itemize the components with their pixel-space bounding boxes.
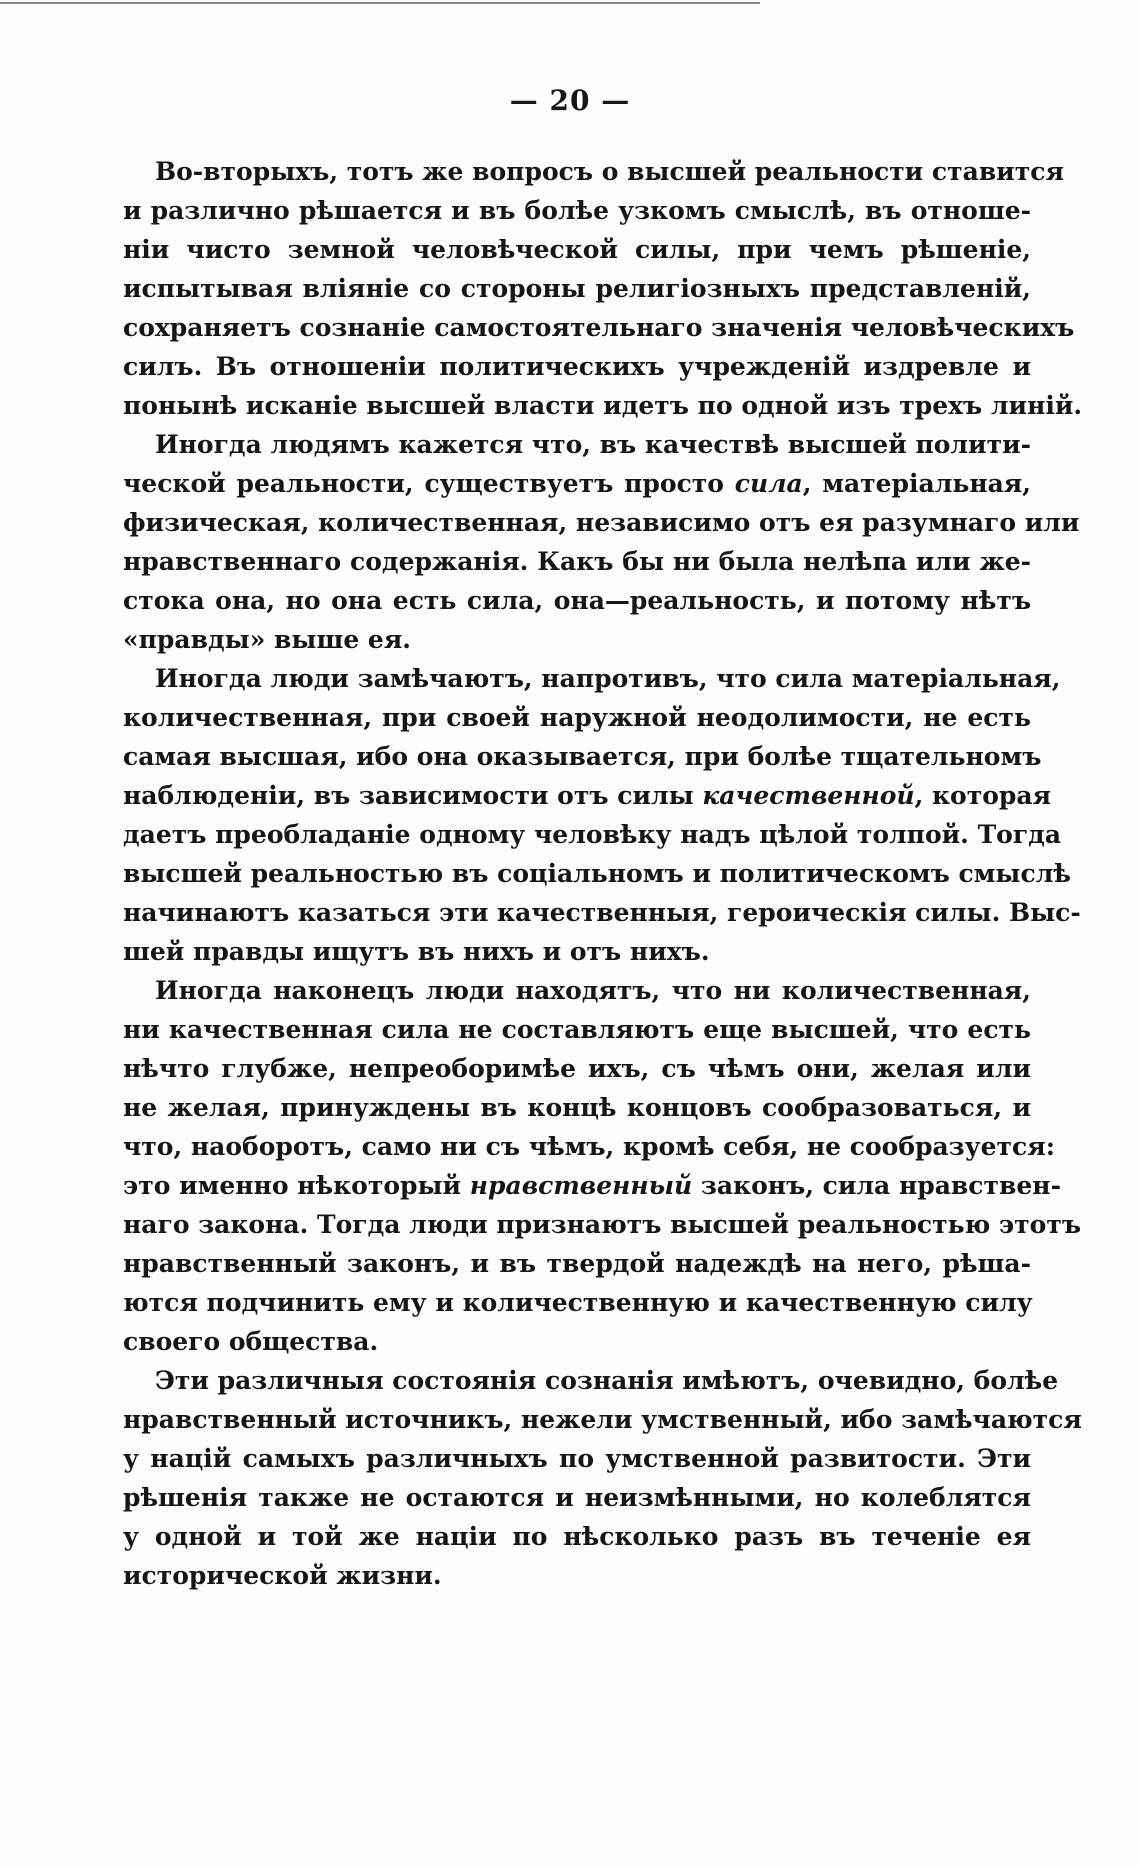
text-line: Эти различныя состоянія сознанія имѣютъ, очевидно, болѣе: [155, 1366, 1059, 1395]
paragraph: [123, 425, 1080, 659]
text-segment: ческой реальности, существуетъ просто: [123, 469, 735, 498]
text-line: и различно рѣшается и въ болѣе узкомъ смыслѣ, въ отноше-: [123, 196, 1031, 225]
emphasized-word: сила: [734, 469, 803, 498]
text-line: силъ. Въ отношеніи политическихъ учрежденій издревле и: [123, 352, 1031, 381]
text-line: самая высшая, ибо она оказывается, при болѣе тщательномъ: [123, 742, 1042, 771]
emphasized-word: качественной: [702, 781, 915, 810]
text-line: [123, 464, 1031, 503]
text-line: рѣшенія также не остаются и неизмѣнными, но колеблятся: [123, 1483, 1031, 1512]
page-number: — 20 —: [509, 84, 631, 117]
text-line: ются подчинить ему и количественную и качественную силу: [123, 1288, 1033, 1317]
paragraph: [123, 152, 1083, 425]
text-line: Во-вторыхъ, тотъ же вопросъ о высшей реальности ставится: [155, 157, 1064, 186]
text-line: наго закона. Тогда люди признаютъ высшей реальностью этотъ: [123, 1210, 1081, 1239]
text-segment: , матеріальная,: [802, 469, 1031, 498]
text-line: что, наоборотъ, само ни съ чѣмъ, кромѣ себя, не сообразуется:: [123, 1132, 1055, 1161]
text-segment: , которая: [914, 781, 1052, 810]
text-line: «правды» выше ея.: [123, 625, 412, 654]
text-line: нѣчто глубже, непреоборимѣе ихъ, съ чѣмъ они, желая или: [123, 1054, 1031, 1083]
text-line: физическая, количественная, независимо отъ ея разумнаго или: [123, 508, 1080, 537]
text-line: шей правды ищутъ въ нихъ и отъ нихъ.: [123, 937, 710, 966]
text-line: [123, 776, 1052, 815]
text-line: Иногда люди замѣчаютъ, напротивъ, что сила матеріальная,: [155, 664, 1061, 693]
text-line: высшей реальностью въ соціальномъ и политическомъ смыслѣ: [123, 859, 1071, 888]
text-line: [123, 1166, 1061, 1205]
text-line: ніи чисто земной человѣческой силы, при чемъ рѣшеніе,: [123, 235, 1031, 264]
paragraph: [123, 659, 1081, 971]
text-segment: это именно нѣкоторый: [123, 1171, 470, 1200]
text-line: ни качественная сила не составляютъ еще высшей, что есть: [123, 1015, 1031, 1044]
text-line: даетъ преобладаніе одному человѣку надъ цѣлой толпой. Тогда: [123, 820, 1062, 849]
text-line: начинаютъ казаться эти качественныя, героическія силы. Выс-: [123, 898, 1081, 927]
text-segment: законъ, сила нравствен-: [692, 1171, 1061, 1200]
emphasized-word: нравственный: [469, 1171, 693, 1200]
text-line: нравственный источникъ, нежели умственный, ибо замѣчаются: [123, 1405, 1082, 1434]
body-text: [123, 152, 1083, 1595]
text-line: нравственнаго содержанія. Какъ бы ни была нелѣпа или же-: [123, 547, 1031, 576]
text-line: у націй самыхъ различныхъ по умственной развитости. Эти: [123, 1444, 1031, 1473]
text-line: не желая, принуждены въ концѣ концовъ сообразоваться, и: [123, 1093, 1031, 1122]
page-top-edge: [0, 2, 760, 7]
paragraph: [123, 971, 1081, 1361]
text-segment: наблюденіи, въ зависимости отъ силы: [123, 781, 703, 810]
text-line: нравственный законъ, и въ твердой надеждѣ на него, рѣша-: [123, 1249, 1031, 1278]
text-line: понынѣ исканіе высшей власти идетъ по одной изъ трехъ линій.: [123, 391, 1083, 420]
text-line: Иногда людямъ кажется что, въ качествѣ высшей полити-: [155, 430, 1031, 459]
paragraph: [123, 1361, 1082, 1595]
text-line: своего общества.: [123, 1327, 379, 1356]
text-line: Иногда наконецъ люди находятъ, что ни количественная,: [155, 976, 1031, 1005]
text-line: исторической жизни.: [123, 1561, 442, 1590]
text-line: сохраняетъ сознаніе самостоятельнаго значенія человѣческихъ: [123, 313, 1075, 342]
text-line: у одной и той же націи по нѣсколько разъ въ теченіе ея: [123, 1522, 1031, 1551]
text-line: испытывая вліяніе со стороны религіозныхъ представленій,: [123, 274, 1031, 303]
text-line: количественная, при своей наружной неодолимости, не есть: [123, 703, 1031, 732]
text-line: стока она, но она есть сила, она—реальность, и потому нѣтъ: [123, 586, 1031, 615]
